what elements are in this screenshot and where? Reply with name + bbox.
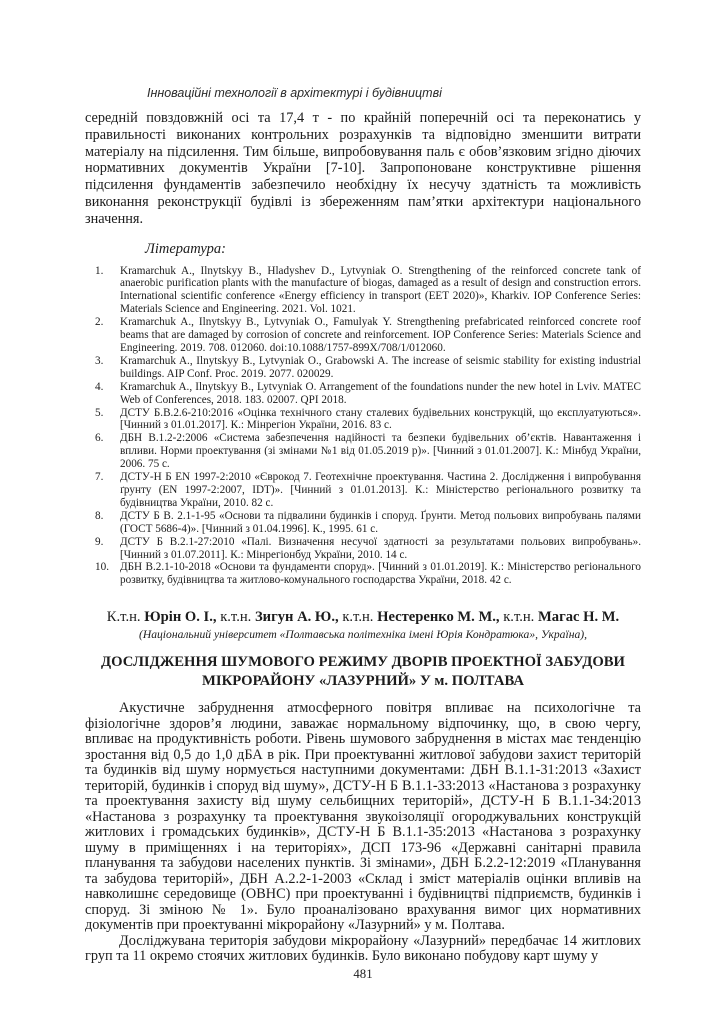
- reference-number: 10.: [95, 561, 109, 574]
- body-paragraph-2: Досліджувана територія забудови мікрорайону «Лазурний» передбачає 14 житлових груп та 11 окремо стоячих житлових будинків. Було виконано побудову карт шуму у: [85, 932, 641, 965]
- reference-text: Kramarchuk A., Ilnytskyy B., Lytvyniak O. Arrangement of the foundations nunder the new hotel in Lviv. MATEC Web of Conferences, 2018. 183. 02007. QPI 2018.: [120, 380, 641, 406]
- author-degree: к.т.н.: [342, 609, 374, 626]
- reference-text: ДСТУ Б.В.2.6-210:2016 «Оцінка технічного стану сталевих будівельних конструкцій, що експлуатуються». [Чинний з 01.01.2017]. К.: Мінрегіон України, 2016. 83 с.: [120, 406, 641, 432]
- author-name: Нестеренко М. М.,: [377, 609, 500, 626]
- reference-item: [95, 355, 641, 381]
- reference-item: [95, 432, 641, 471]
- affiliation: (Національний університет «Полтавська політехніка імені Юрія Кондратюка», Україна),: [138, 628, 588, 642]
- reference-text: Kramarchuk A., Ilnytskyy B., Hladyshev D., Lytvyniak O. Strengthening of the reinforced concrete tank of anaerobic purification plants with the manufacture of biogas, damaged as a result of design and construction errors. International scientific conference «Energy efficiency in transport (EET 2020)», Kharkiv. IOP Conference Series: Materials Science and Engineering. 2021. Vol. 1021.: [120, 264, 641, 316]
- reference-item: [95, 561, 641, 587]
- reference-number: 9.: [95, 535, 104, 548]
- authors-line: [85, 609, 641, 626]
- reference-number: 6.: [95, 432, 104, 445]
- reference-number: 1.: [95, 264, 104, 277]
- body-paragraph-1: Акустичне забруднення атмосферного повітря впливає на психологічне та фізіологічне здоров’я людини, заважає нормальному відпочинку, що, в свою чергу, впливає на продуктивність роботи. Рівень шумового забруднення в містах має тенденцію зростання від 0,5 до 1,0 дБА в рік. При проектуванні житлової забудови захист територій та будинків від шуму нормується наступними документами: ДБН В.1.1-31:2013 «Захист територій, будинків і споруд від шуму», ДСТУ-Н Б В.1.1-33:2013 «Настанова з розрахунку та проектування захисту від шуму сельбищних територій», ДСТУ-Н Б В.1.1-34:2013 «Настанова з розрахунку та проектування звукоізоляції огороджувальних конструкцій житлових і громадських будинків», ДСТУ-Н Б В.1.1-35:2013 «Настанова з розрахунку шуму в приміщеннях і на територіях», ДСП 173-96 «Державні санітарні правила планування та забудови населених пунктів. Зі змінами», ДБН Б.2.2-12:2019 «Планування та забудова територій», ДБН А.2.2-1-2003 «Склад і зміст матеріалів оцінки впливів на навколишнє середовище (ОВНС) при проектуванні і будівництві підприємств, будинків і споруд. Зі зміною № 1». Було проаналізовано врахування вимог цих нормативних документів при проектуванні мікрорайону «Лазурний» у м. Полтава.: [85, 700, 641, 934]
- article-title: ДОСЛІДЖЕННЯ ШУМОВОГО РЕЖИМУ ДВОРІВ ПРОЕКТНОЇ ЗАБУДОВИ МІКРОРАЙОНУ «ЛАЗУРНИЙ» У м. ПОЛТАВА: [101, 654, 625, 690]
- reference-text: ДБН В.2.1-10-2018 «Основи та фундаменти споруд». [Чинний з 01.01.2019]. К.: Міністерство регіонального розвитку, будівництва та житлово-комунального господарства України, 2018. 42 с.: [120, 561, 641, 587]
- running-head: Інноваційні технології в архітектурі і будівництві: [147, 86, 442, 100]
- reference-item: [95, 265, 641, 317]
- reference-text: ДСТУ Б В. 2.1-1-95 «Основи та підвалини будинків і споруд. Ґрунти. Метод польових випробувань палями (ГОСТ 5686-4)». [Чинний з 01.04.1996]. К., 1995. 61 с.: [120, 509, 641, 535]
- author-name: Юрін О. І.,: [144, 609, 217, 626]
- reference-number: 8.: [95, 509, 104, 522]
- reference-number: 7.: [95, 471, 104, 484]
- page-number: 481: [353, 966, 373, 981]
- reference-item: [95, 510, 641, 536]
- reference-number: 5.: [95, 406, 104, 419]
- reference-item: [95, 407, 641, 433]
- continuation-paragraph: середній повздовжній осі та 17,4 т - по крайній поперечній осі та переконатись у правильності виконаних контрольних розрахунків та відповідно зменшити витрати матеріалу на підсилення. Тим більше, випробовування паль є обов’язковим згідно діючих нормативних документів України [7-10]. Запропоноване конструктивне рішення підсилення фундаментів забезпечило необхідну їх несучу здатність та можливість виконання реконструкції будівлі із збереженням пам’ятки архітектури національного значення.: [85, 110, 641, 227]
- author-degree: к.т.н.: [220, 609, 252, 626]
- author-name: Магас Н. М.: [538, 609, 620, 626]
- reference-number: 2.: [95, 316, 104, 329]
- reference-item: [95, 536, 641, 562]
- reference-item: [95, 316, 641, 355]
- author-name: Зигун А. Ю.,: [254, 609, 339, 626]
- reference-text: ДСТУ-Н Б EN 1997-2:2010 «Єврокод 7. Геотехнічне проектування. Частина 2. Дослідження і випробування ґрунту (EN 1997-2:2007, IDT)». [Чинний з 01.01.2013]. К.: Міністерство регіонального розвитку та будівництва України, 2010. 82 с.: [120, 471, 641, 509]
- reference-text: ДСТУ Б В.2.1-27:2010 «Палі. Визначення несучої здатності за результатами польових випробувань». [Чинний з 01.07.2011]. К.: Мінрегіонбуд України, 2010. 14 с.: [120, 535, 641, 561]
- reference-text: Kramarchuk A., Ilnytskyy B., Lytvyniak O., Grabowski A. The increase of seismic stability for existing industrial buildings. AIP Conf. Proc. 2019. 2077. 020029.: [120, 354, 641, 380]
- reference-item: [95, 471, 641, 510]
- reference-text: Kramarchuk A., Ilnytskyy B., Lytvyniak O., Famulyak Y. Strengthening prefabricated reinforced concrete roof beams that are damaged by corrosion of concrete and reinforcement. IOP Conference Series: Materials Science and Engineering. 2019. 708. 012060. doi:10.1088/1757-899X/708/1/012060.: [120, 316, 641, 355]
- reference-item: [95, 381, 641, 407]
- author-degree: К.т.н.: [106, 609, 141, 626]
- reference-number: 3.: [95, 354, 104, 367]
- literature-heading: Література:: [145, 240, 226, 257]
- author-degree: к.т.н.: [503, 609, 535, 626]
- reference-text: ДБН В.1.2-2:2006 «Система забезпечення надійності та безпеки будівельних об’єктів. Навантаження і впливи. Норми проектування (зі змінами №1 від 01.05.2019 р)». [Чинний з 01.01.2007]. К.: Мінбуд України, 2006. 75 с.: [120, 432, 641, 471]
- reference-list: [85, 265, 641, 588]
- reference-number: 4.: [95, 380, 104, 393]
